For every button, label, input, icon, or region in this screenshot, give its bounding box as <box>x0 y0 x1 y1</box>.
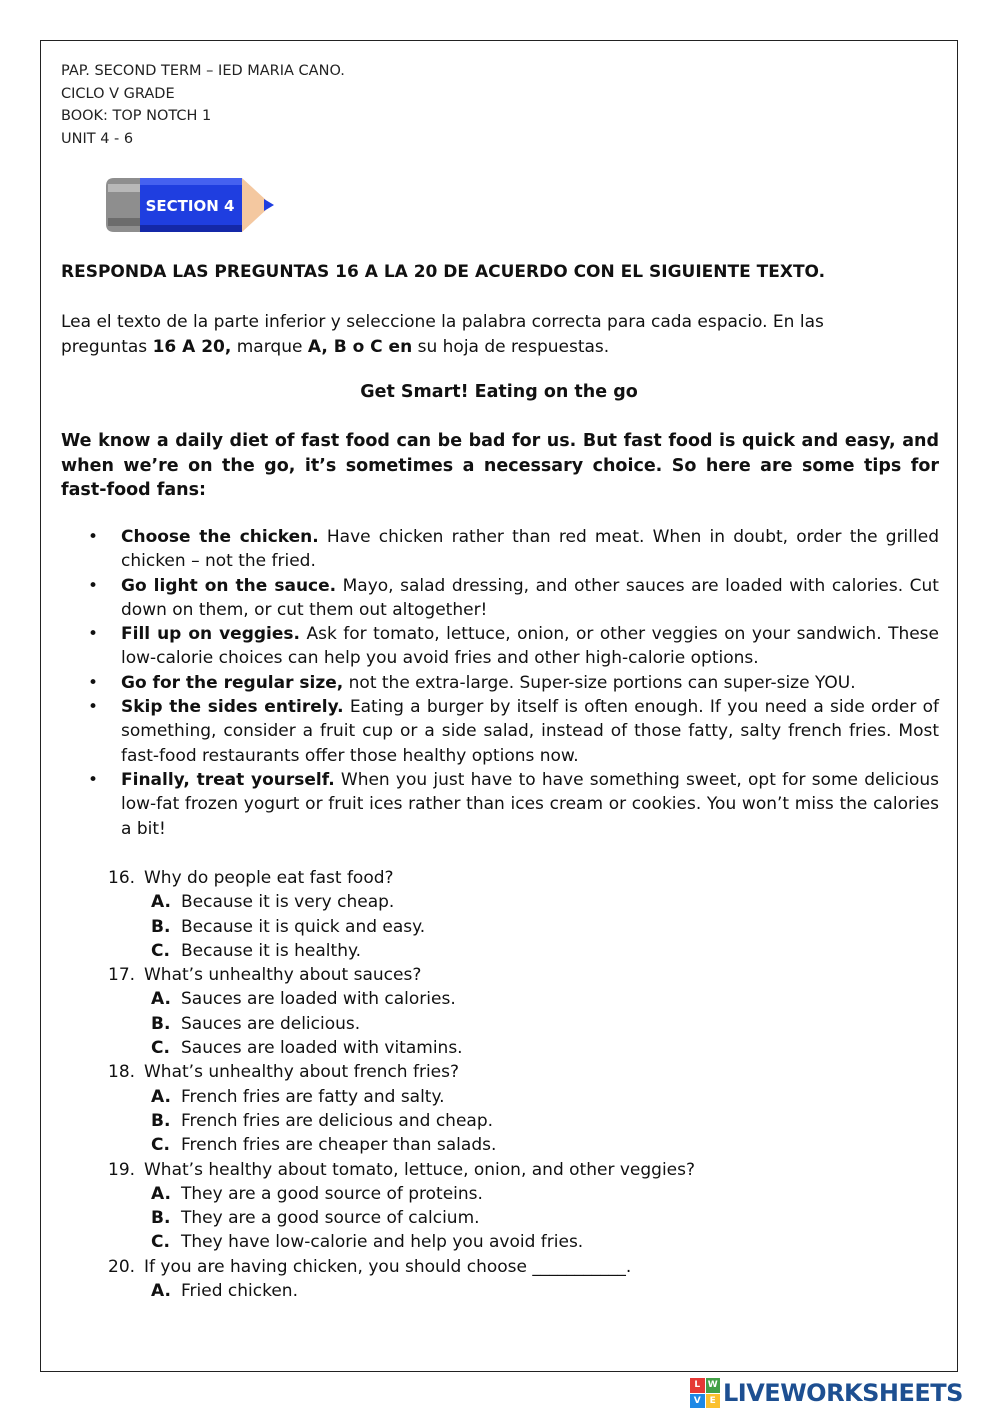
answer-option[interactable] <box>108 890 908 914</box>
question <box>108 1158 908 1182</box>
instructions-text-part: marque <box>231 336 308 357</box>
bullet-icon: • <box>88 624 99 645</box>
option-text: Because it is healthy. <box>181 940 362 961</box>
tip-text: Ask for tomato, lettuce, onion, or other veggies on your sandwich. These low-calorie choices can help you avoid fries and other high-calorie options. <box>121 624 939 669</box>
article-intro: We know a daily diet of fast food can be bad for us. But fast food is quick and easy, and when we’re on the go, it’s sometimes a necessary choice. So here are some tips for fast-food fans: <box>61 431 939 500</box>
question <box>108 963 908 987</box>
tip-heading: Finally, treat yourself. <box>121 769 335 790</box>
answer-option[interactable] <box>108 1206 908 1230</box>
liveworksheets-logo-icon <box>690 1378 720 1408</box>
option-letter: C. <box>151 1038 170 1059</box>
tips-list <box>84 525 939 841</box>
option-text: They have low-calorie and help you avoid fries. <box>181 1232 584 1253</box>
question-text: What’s unhealthy about french fries? <box>144 1062 460 1083</box>
option-text: Sauces are loaded with calories. <box>181 989 456 1010</box>
option-letter: A. <box>151 1281 171 1302</box>
option-letter: C. <box>151 1135 170 1156</box>
header-line: CICLO V GRADE <box>61 85 175 102</box>
tip-heading: Go for the regular size, <box>121 672 344 693</box>
answer-option[interactable] <box>108 1109 908 1133</box>
answer-option[interactable] <box>108 1012 908 1036</box>
option-letter: C. <box>151 1232 170 1253</box>
option-text: Fried chicken. <box>181 1281 298 1302</box>
question-number: 20. <box>108 1256 136 1277</box>
article-title: Get Smart! Eating on the go <box>360 382 638 402</box>
tip-heading: Skip the sides entirely. <box>121 697 344 718</box>
bullet-icon: • <box>88 769 99 790</box>
bullet-icon: • <box>88 575 99 596</box>
option-text: Because it is quick and easy. <box>181 916 426 937</box>
answer-option[interactable] <box>108 987 908 1011</box>
tip-item <box>84 671 939 695</box>
document-header <box>61 60 345 150</box>
option-text: Sauces are delicious. <box>181 1013 361 1034</box>
bullet-icon: • <box>88 697 99 718</box>
question-number: 19. <box>108 1159 136 1180</box>
question-text: If you are having chicken, you should choose ___________. <box>144 1256 632 1277</box>
bullet-icon: • <box>88 672 99 693</box>
question-text: Why do people eat fast food? <box>144 868 394 888</box>
tip-text: not the extra-large. Super-size portions can super-size YOU. <box>343 672 856 693</box>
tip-item <box>84 768 939 841</box>
option-letter: C. <box>151 940 170 961</box>
tip-text: Mayo, salad dressing, and other sauces are loaded with calories. Cut down on them, or cut them out altogether! <box>121 575 939 620</box>
tip-heading: Choose the chicken. <box>121 527 319 547</box>
option-letter: B. <box>151 1208 171 1229</box>
tip-text: Eating a burger by itself is often enough. If you need a side order of something, consider a fruit cup or a side salad, instead of those fatty, salty french fries. Most fast-food restaurants offer those healthy options now. <box>121 697 939 766</box>
answer-option[interactable] <box>108 1182 908 1206</box>
tip-item <box>84 525 939 574</box>
option-text: French fries are cheaper than salads. <box>181 1135 497 1156</box>
answer-option[interactable] <box>108 1133 908 1157</box>
tip-item <box>84 695 939 768</box>
answer-option[interactable] <box>108 939 908 963</box>
question <box>108 866 908 890</box>
header-line: PAP. SECOND TERM – IED MARIA CANO. <box>61 63 345 79</box>
instructions-text-part: su hoja de respuestas. <box>412 336 610 357</box>
question-number: 16. <box>108 868 136 888</box>
option-letter: A. <box>151 989 171 1010</box>
option-text: Because it is very cheap. <box>181 892 395 913</box>
tip-heading: Fill up on veggies. <box>121 624 300 645</box>
tip-item <box>84 622 939 671</box>
tip-item <box>84 574 939 623</box>
tip-text: When you just have to have something sweet, opt for some delicious low-fat frozen yogurt or fruit ices rather than ices cream or cookies. You won’t miss the calories a bit! <box>121 769 939 839</box>
logo-letter: W <box>706 1378 721 1393</box>
header-line: BOOK: TOP NOTCH 1 <box>61 108 212 124</box>
option-text: French fries are fatty and salty. <box>181 1086 445 1107</box>
question <box>108 1060 908 1084</box>
instructions-bold-part: A, B o C en <box>307 336 413 357</box>
option-letter: B. <box>151 1013 171 1034</box>
question <box>108 1255 908 1279</box>
logo-letter: E <box>706 1394 721 1409</box>
logo-letter: L <box>690 1378 705 1393</box>
tip-text: Have chicken rather than red meat. When in doubt, order the grilled chicken – not the fried. <box>121 527 939 572</box>
question-text: What’s healthy about tomato, lettuce, onion, and other veggies? <box>144 1159 696 1180</box>
option-letter: B. <box>151 916 171 937</box>
option-text: They are a good source of calcium. <box>181 1208 480 1229</box>
instructions-title: RESPONDA LAS PREGUNTAS 16 A LA 20 DE ACUERDO CON EL SIGUIENTE TEXTO. <box>61 262 826 282</box>
answer-option[interactable] <box>108 1230 908 1254</box>
option-letter: B. <box>151 1110 171 1131</box>
option-letter: A. <box>151 892 171 913</box>
option-text: Sauces are loaded with vitamins. <box>181 1038 463 1059</box>
bullet-icon: • <box>88 527 99 547</box>
tip-heading: Go light on the sauce. <box>121 575 337 596</box>
question-number: 17. <box>108 965 136 986</box>
answer-option[interactable] <box>108 1036 908 1060</box>
answer-option[interactable] <box>108 1279 908 1303</box>
brand-name: LIVEWORKSHEETS <box>723 1379 963 1407</box>
option-text: They are a good source of proteins. <box>181 1183 483 1204</box>
questions-list <box>108 866 908 1303</box>
option-letter: A. <box>151 1183 171 1204</box>
instructions-text-part: Lea el texto de la parte inferior y seleccione la palabra correcta para cada espacio. En las preguntas <box>61 312 824 357</box>
option-letter: A. <box>151 1086 171 1107</box>
pencil-tip <box>242 178 266 232</box>
header-line: UNIT 4 - 6 <box>61 130 134 147</box>
answer-option[interactable] <box>108 915 908 939</box>
instructions-bold-part: 16 A 20, <box>152 336 232 357</box>
instructions-text <box>61 310 861 359</box>
section-pencil-badge <box>104 172 276 236</box>
section-label: SECTION 4 <box>145 197 235 215</box>
question-text: What’s unhealthy about sauces? <box>144 965 422 986</box>
option-text: French fries are delicious and cheap. <box>181 1110 494 1131</box>
liveworksheets-brand[interactable] <box>690 1377 963 1409</box>
logo-letter: V <box>690 1394 705 1409</box>
answer-option[interactable] <box>108 1085 908 1109</box>
question-number: 18. <box>108 1062 136 1083</box>
